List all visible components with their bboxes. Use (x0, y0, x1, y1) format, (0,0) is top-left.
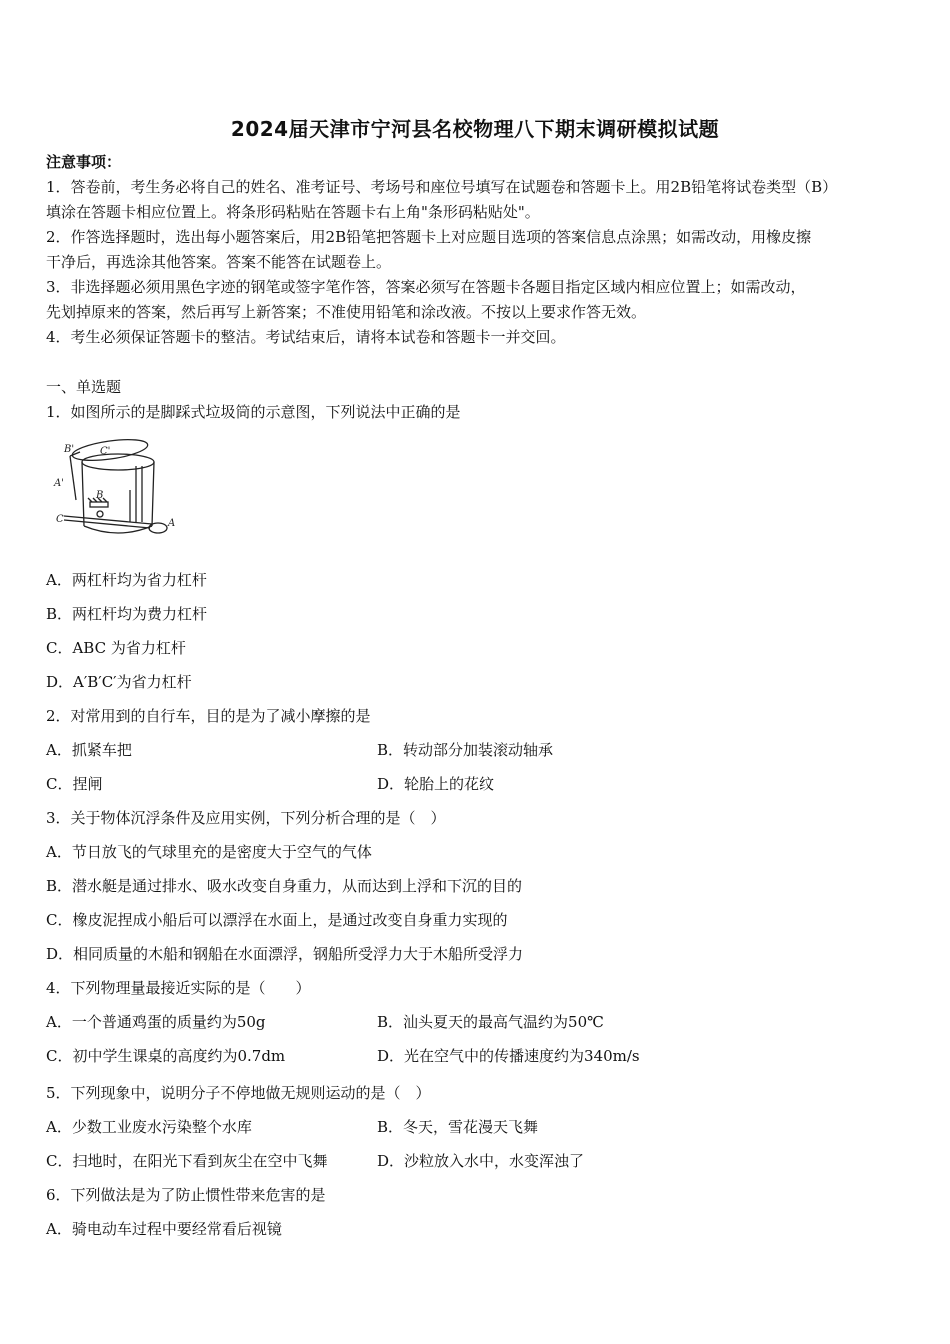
label-c: C (56, 514, 64, 525)
option-d[interactable]: D．相同质量的木船和钢船在水面漂浮，钢船所受浮力大于木船所受浮力 (46, 945, 524, 963)
trash-can-figure (50, 430, 182, 546)
option-a[interactable]: A．少数工业废水污染整个水库 (46, 1118, 252, 1136)
option-c[interactable]: C．捏闸 (46, 775, 103, 793)
label-c-prime: C' (100, 446, 111, 457)
label-a-prime: A' (54, 478, 64, 489)
option-a[interactable]: A．两杠杆均为省力杠杆 (46, 571, 207, 589)
notice-line: 1．答卷前，考生务必将自己的姓名、准考证号、考场号和座位号填写在试题卷和答题卡上。用2B铅笔将试卷类型（B） (46, 178, 838, 196)
option-b[interactable]: B．潜水艇是通过排水、吸水改变自身重力，从而达到上浮和下沉的目的 (46, 877, 523, 895)
option-a[interactable]: A．抓紧车把 (46, 741, 132, 759)
option-c[interactable]: C．扫地时，在阳光下看到灰尘在空中飞舞 (46, 1152, 328, 1170)
option-c[interactable]: C．ABC 为省力杠杆 (46, 639, 186, 657)
label-b: B (96, 490, 104, 501)
option-b[interactable]: B．汕头夏天的最高气温约为50℃ (377, 1013, 604, 1031)
notice-line: 先划掉原来的答案，然后再写上新答案；不准使用铅笔和涂改液。不按以上要求作答无效。 (46, 303, 647, 321)
option-b[interactable]: B．两杠杆均为费力杠杆 (46, 605, 208, 623)
question-stem: 2．对常用到的自行车，目的是为了减小摩擦的是 (46, 707, 371, 725)
option-b[interactable]: B．转动部分加装滚动轴承 (377, 741, 554, 759)
option-c[interactable]: C．橡皮泥捏成小船后可以漂浮在水面上，是通过改变自身重力实现的 (46, 911, 508, 929)
option-d[interactable]: D．A′B′C′为省力杠杆 (46, 673, 192, 691)
option-a[interactable]: A．一个普通鸡蛋的质量约为50g (46, 1013, 266, 1031)
option-a[interactable]: A．骑电动车过程中要经常看后视镜 (46, 1220, 282, 1238)
question-stem: 5．下列现象中，说明分子不停地做无规则运动的是（ ） (46, 1084, 431, 1102)
option-a[interactable]: A．节日放飞的气球里充的是密度大于空气的气体 (46, 843, 372, 861)
notice-line: 干净后，再选涂其他答案。答案不能答在试题卷上。 (46, 253, 392, 271)
label-b-prime: B' (64, 444, 75, 455)
option-d[interactable]: D．沙粒放入水中，水变浑浊了 (377, 1152, 585, 1170)
option-c[interactable]: C．初中学生课桌的高度约为0.7dm (46, 1047, 286, 1065)
option-d[interactable]: D．轮胎上的花纹 (377, 775, 495, 793)
question-stem: 3．关于物体沉浮条件及应用实例，下列分析合理的是（ ） (46, 809, 446, 827)
notice-line: 填涂在答题卡相应位置上。将条形码粘贴在答题卡右上角"条形码粘贴处"。 (46, 203, 540, 221)
section-heading: 一、单选题 (46, 378, 122, 396)
notice-line: 2．作答选择题时，选出每小题答案后，用2B铅笔把答题卡上对应题目选项的答案信息点涂黑；如需改动，用橡皮擦 (46, 228, 812, 246)
notice-line: 4．考生必须保证答题卡的整洁。考试结束后，请将本试卷和答题卡一并交回。 (46, 328, 566, 346)
notice-line: 3．非选择题必须用黑色字迹的钢笔或签字笔作答，答案必须写在答题卡各题目指定区域内相应位置上；如需改动， (46, 278, 806, 296)
notice-heading: 注意事项： (46, 153, 122, 171)
question-stem: 1．如图所示的是脚踩式垃圾筒的示意图，下列说法中正确的是 (46, 403, 461, 421)
page-title: 2024届天津市宁河县名校物理八下期末调研模拟试题 (230, 117, 720, 141)
label-a: A (168, 518, 176, 529)
question-stem: 4．下列物理量最接近实际的是（ ） (46, 979, 311, 997)
option-b[interactable]: B．冬天，雪花漫天飞舞 (377, 1118, 539, 1136)
option-d[interactable]: D．光在空气中的传播速度约为340m/s (377, 1047, 640, 1065)
question-stem: 6．下列做法是为了防止惯性带来危害的是 (46, 1186, 326, 1204)
